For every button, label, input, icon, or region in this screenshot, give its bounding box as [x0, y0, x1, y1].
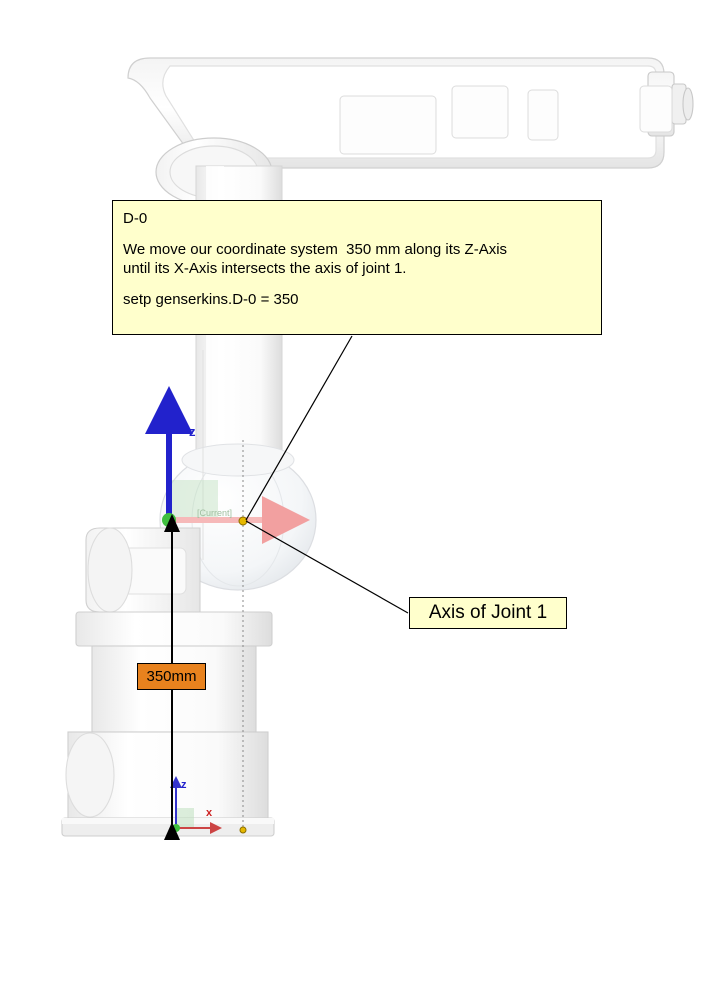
current-frame-label: [Current] — [197, 508, 233, 518]
label-axis-of-joint-1 — [409, 597, 567, 629]
leader-line-joint-label — [246, 521, 408, 613]
axis-label-z-upper: z — [189, 424, 196, 439]
axis-label-x-lower: x — [206, 807, 213, 819]
label-dimension-350mm-text: 350mm — [146, 668, 197, 685]
callout-d0 — [112, 200, 602, 335]
label-dimension-350mm — [137, 663, 206, 690]
axis-label-z-lower: z — [181, 779, 187, 791]
callout-d0-body-line1: We move our coordinate system 350 mm along its Z-Axis — [123, 241, 508, 258]
label-axis-of-joint-1-text: Axis of Joint 1 — [428, 602, 548, 623]
callout-d0-body-line2: until its X-Axis intersects the axis of joint 1. — [123, 260, 407, 277]
spacer — [123, 278, 591, 290]
spacer — [123, 228, 591, 240]
callout-d0-command: setp genserkins.D-0 = 350 — [123, 291, 299, 308]
leader-line-note — [246, 336, 352, 520]
callout-d0-title: D-0 — [123, 210, 148, 227]
